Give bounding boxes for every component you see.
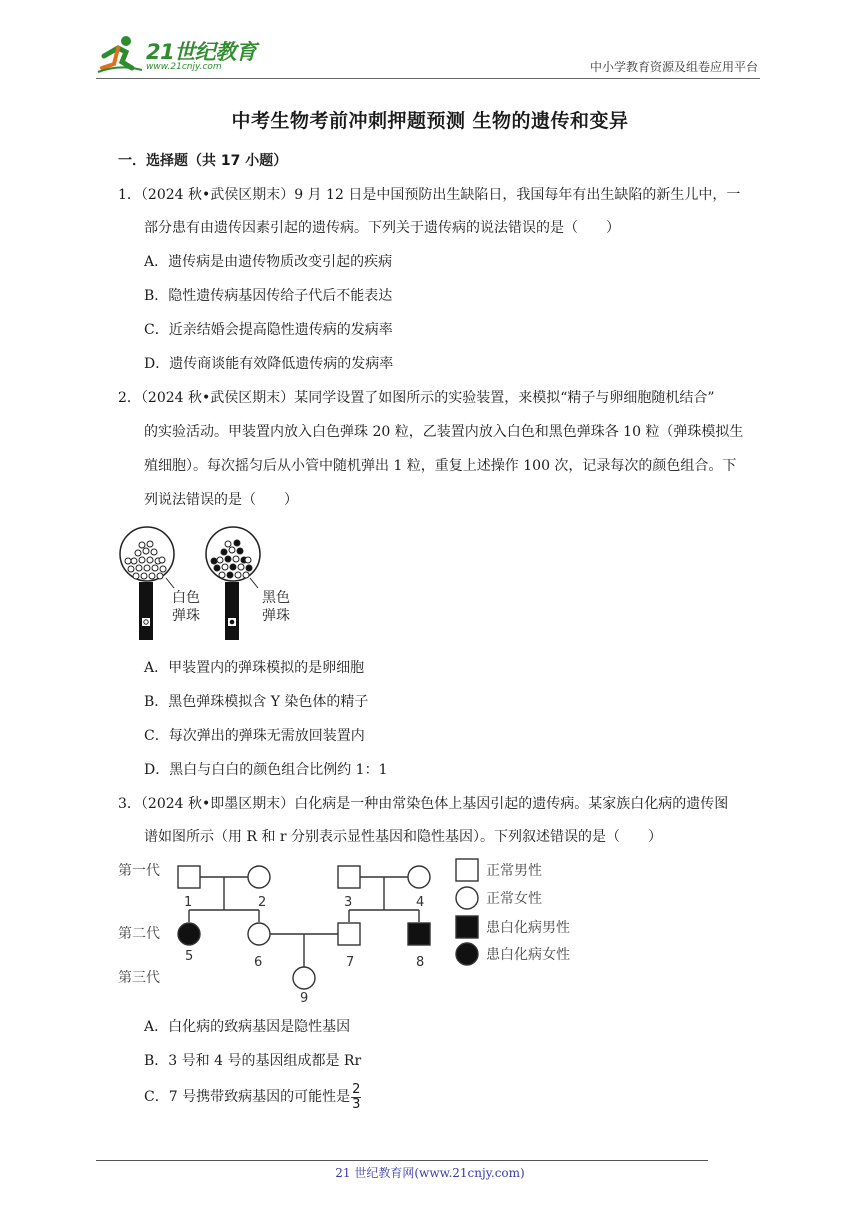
- q2-line-3: 殖细胞）。每次摇匀后从小管中随机弹出 1 粒，重复上述操作 100 次，记录每次的颜色组合。下: [144, 458, 737, 474]
- label-black-2: 弹珠: [262, 608, 290, 624]
- gen-1-label: 第一代: [118, 863, 160, 879]
- gen-3-label: 第三代: [118, 970, 160, 986]
- label-white-1: 白色: [172, 590, 200, 606]
- individual-8: [408, 923, 430, 945]
- num-7: 7: [346, 955, 355, 970]
- q2-option-c[interactable]: C．每次弹出的弹珠无需放回装置内: [144, 728, 365, 744]
- num-8: 8: [416, 955, 425, 970]
- num-1: 1: [184, 895, 193, 910]
- device-jia: [120, 527, 174, 640]
- num-6: 6: [254, 955, 263, 970]
- individual-6: [248, 923, 270, 945]
- num-9: 9: [300, 991, 309, 1006]
- q1-option-b[interactable]: B．隐性遗传病基因传给子代后不能表达: [144, 288, 393, 304]
- legend-affected-male-icon: [456, 916, 478, 938]
- individual-5: [178, 923, 200, 945]
- legend-affected-female-icon: [456, 943, 478, 965]
- footer-divider: [96, 1160, 708, 1161]
- legend-normal-female: 正常女性: [486, 891, 542, 907]
- section-heading: 一．选择题（共 17 小题）: [118, 153, 288, 169]
- legend-affected-female: 患白化病女性: [486, 947, 570, 963]
- runner-logo-icon: [96, 34, 144, 74]
- platform-label: 中小学教育资源及组卷应用平台: [589, 60, 758, 74]
- q1-option-a[interactable]: A．遗传病是由遗传物质改变引起的疾病: [144, 254, 393, 270]
- device-yi: [206, 527, 260, 640]
- legend-normal-male: 正常男性: [486, 863, 542, 879]
- label-black-1: 黑色: [262, 590, 290, 606]
- q2-line-4: 列说法错误的是（ ）: [144, 492, 298, 508]
- q1-line-2: 部分患有由遗传因素引起的遗传病。下列关于遗传病的说法错误的是（ ）: [144, 220, 620, 236]
- q3-option-b[interactable]: B．3 号和 4 号的基因组成都是 Rr: [144, 1053, 362, 1069]
- logo-text: 21世纪教育: [146, 40, 257, 64]
- individual-7: [338, 923, 360, 945]
- fraction: [351, 1083, 361, 1112]
- pedigree-figure: [118, 856, 588, 1006]
- q2-line-2: 的实验活动。甲装置内放入白色弹珠 20 粒，乙装置内放入白色和黑色弹珠各 10 粒（弹珠模拟生: [144, 424, 744, 440]
- page-title: 中考生物考前冲刺押题预测 生物的遗传和变异: [231, 110, 629, 132]
- q1-option-d[interactable]: D．遗传商谈能有效降低遗传病的发病率: [144, 356, 394, 372]
- individual-4: [408, 866, 430, 888]
- label-white-2: 弹珠: [172, 608, 200, 624]
- legend-normal-male-icon: [456, 859, 478, 881]
- q1-option-c[interactable]: C．近亲结婚会提高隐性遗传病的发病率: [144, 322, 393, 338]
- page-header: [96, 30, 760, 80]
- individual-2: [248, 866, 270, 888]
- fraction-denominator: 3: [352, 1096, 361, 1112]
- individual-9: [293, 967, 315, 989]
- logo-url: www.21cnjy.com: [146, 62, 222, 72]
- q2-option-b[interactable]: B．黑色弹珠模拟含 Y 染色体的精子: [144, 694, 369, 710]
- site-logo[interactable]: [96, 34, 266, 76]
- marble-device-figure: [118, 520, 298, 644]
- q2-line-1: 2．（2024 秋•武侯区期末）某同学设置了如图所示的实验装置，来模拟“精子与卵细胞随机结合”: [118, 390, 715, 406]
- num-5: 5: [185, 949, 194, 964]
- q3-option-a[interactable]: A．白化病的致病基因是隐性基因: [144, 1019, 351, 1035]
- legend-normal-female-icon: [456, 887, 478, 909]
- individual-3: [338, 866, 360, 888]
- header-divider: [96, 78, 760, 79]
- q3-option-c-text: C．7 号携带致病基因的可能性是: [144, 1089, 351, 1105]
- q3-option-c[interactable]: [144, 1082, 361, 1112]
- legend-affected-male: 患白化病男性: [486, 920, 570, 936]
- num-2: 2: [258, 895, 267, 910]
- q1-line-1: 1．（2024 秋•武侯区期末）9 月 12 日是中国预防出生缺陷日，我国每年有出生缺陷的新生儿中，一: [118, 187, 741, 203]
- q2-option-d[interactable]: D．黑白与白白的颜色组合比例约 1：1: [144, 762, 388, 778]
- q2-option-a[interactable]: A．甲装置内的弹珠模拟的是卵细胞: [144, 660, 365, 676]
- footer-link[interactable]: 21 世纪教育网(www.21cnjy.com): [335, 1166, 525, 1180]
- fraction-numerator: 2: [352, 1081, 361, 1097]
- gen-2-label: 第二代: [118, 926, 160, 942]
- individual-1: [178, 866, 200, 888]
- num-3: 3: [344, 895, 353, 910]
- num-4: 4: [416, 895, 425, 910]
- q3-line-2: 谱如图所示（用 R 和 r 分别表示显性基因和隐性基因）。下列叙述错误的是（ ）: [144, 829, 663, 845]
- q3-line-1: 3．（2024 秋•即墨区期末）白化病是一种由常染色体上基因引起的遗传病。某家族白化病的遗传图: [118, 796, 729, 812]
